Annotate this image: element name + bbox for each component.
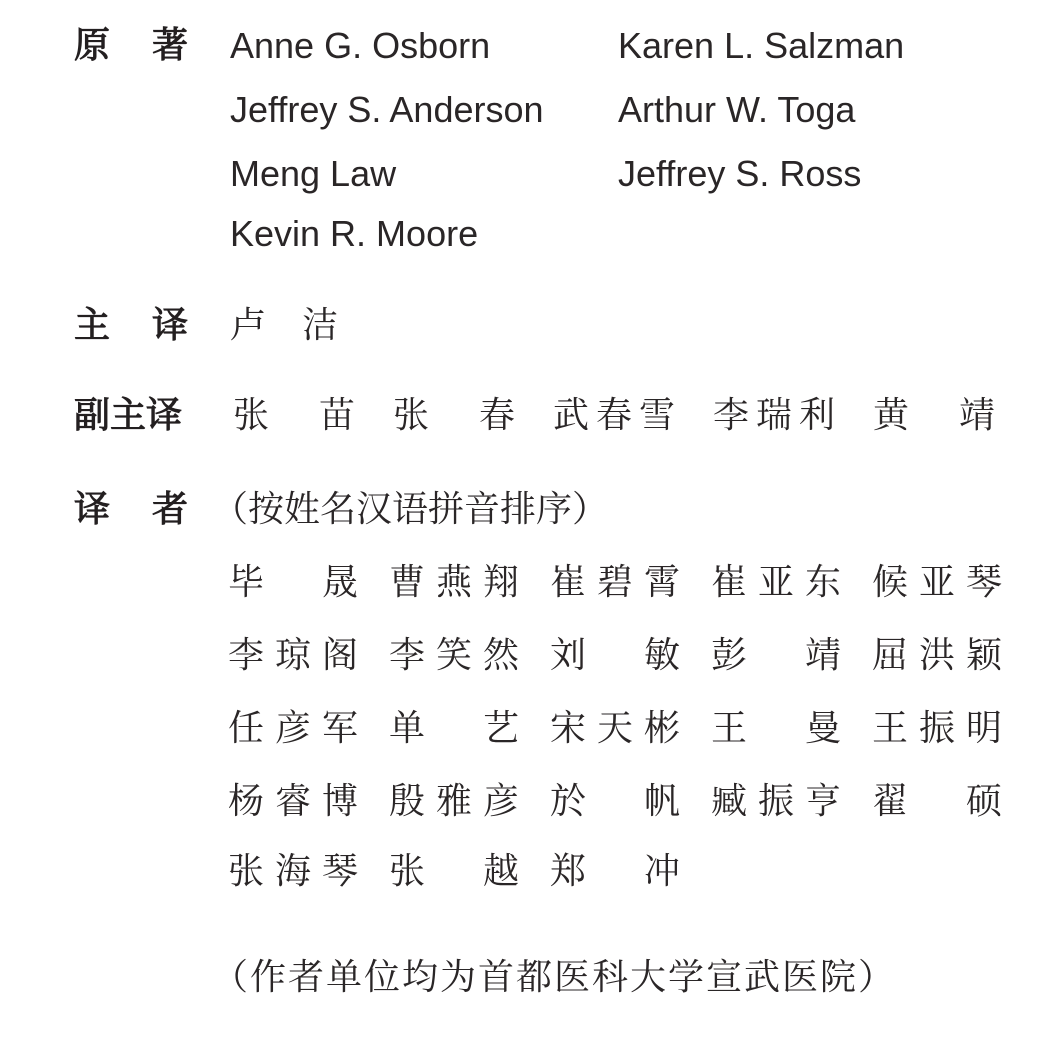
translator-name: 殷雅彦 — [389, 781, 519, 822]
deputy-translator-name: 张 春 — [393, 395, 515, 436]
translator-name: 彭 靖 — [711, 635, 841, 676]
translators-label: 译者 — [74, 489, 231, 530]
translator-name: 杨睿博 — [228, 781, 358, 822]
translators-sort-note: （按姓名汉语拼音排序） — [212, 489, 609, 530]
translator-name: 崔亚东 — [711, 562, 841, 603]
translator-name: 王 曼 — [711, 708, 841, 749]
translator-name: 毕 晟 — [228, 562, 358, 603]
translator-name: 张海琴 — [228, 851, 358, 892]
translator-name: 於 帆 — [550, 781, 680, 822]
translator-name: 刘 敏 — [550, 635, 680, 676]
deputy-translator-name: 武春雪 — [553, 395, 675, 436]
deputy-translator-name: 黄 靖 — [873, 395, 995, 436]
translator-name: 王振明 — [872, 708, 1002, 749]
author-name: Meng Law — [230, 153, 397, 194]
translator-name: 李笑然 — [389, 635, 519, 676]
deputy-translator-name: 李瑞利 — [713, 395, 835, 436]
author-name: Jeffrey S. Ross — [618, 153, 862, 194]
translator-name: 臧振亨 — [711, 781, 841, 822]
translator-name: 张 越 — [389, 851, 519, 892]
affiliation-note: （作者单位均为首都医科大学宣武医院） — [212, 957, 897, 998]
deputy-chief-translators-label: 副主译 — [74, 395, 183, 436]
translator-name: 李琼阁 — [228, 635, 358, 676]
author-name: Jeffrey S. Anderson — [230, 89, 544, 130]
author-name: Anne G. Osborn — [230, 25, 491, 66]
chief-translator-label: 主译 — [74, 305, 231, 346]
author-name: Kevin R. Moore — [230, 213, 479, 254]
deputy-translator-name: 张 苗 — [233, 395, 355, 436]
translator-name: 郑 冲 — [550, 851, 680, 892]
author-name: Arthur W. Toga — [618, 89, 856, 130]
translator-name: 单 艺 — [389, 708, 519, 749]
translator-name: 崔碧霄 — [550, 562, 680, 603]
translator-name: 翟 硕 — [872, 781, 1002, 822]
translator-name: 任彦军 — [228, 708, 358, 749]
author-name: Karen L. Salzman — [618, 25, 905, 66]
translator-name: 曹燕翔 — [389, 562, 519, 603]
chief-translator-name: 卢 洁 — [230, 305, 339, 346]
translator-name: 宋天彬 — [550, 708, 680, 749]
translator-name: 候亚琴 — [872, 562, 1002, 603]
original-authors-label: 原著 — [74, 25, 231, 66]
translator-name: 屈洪颖 — [872, 635, 1002, 676]
